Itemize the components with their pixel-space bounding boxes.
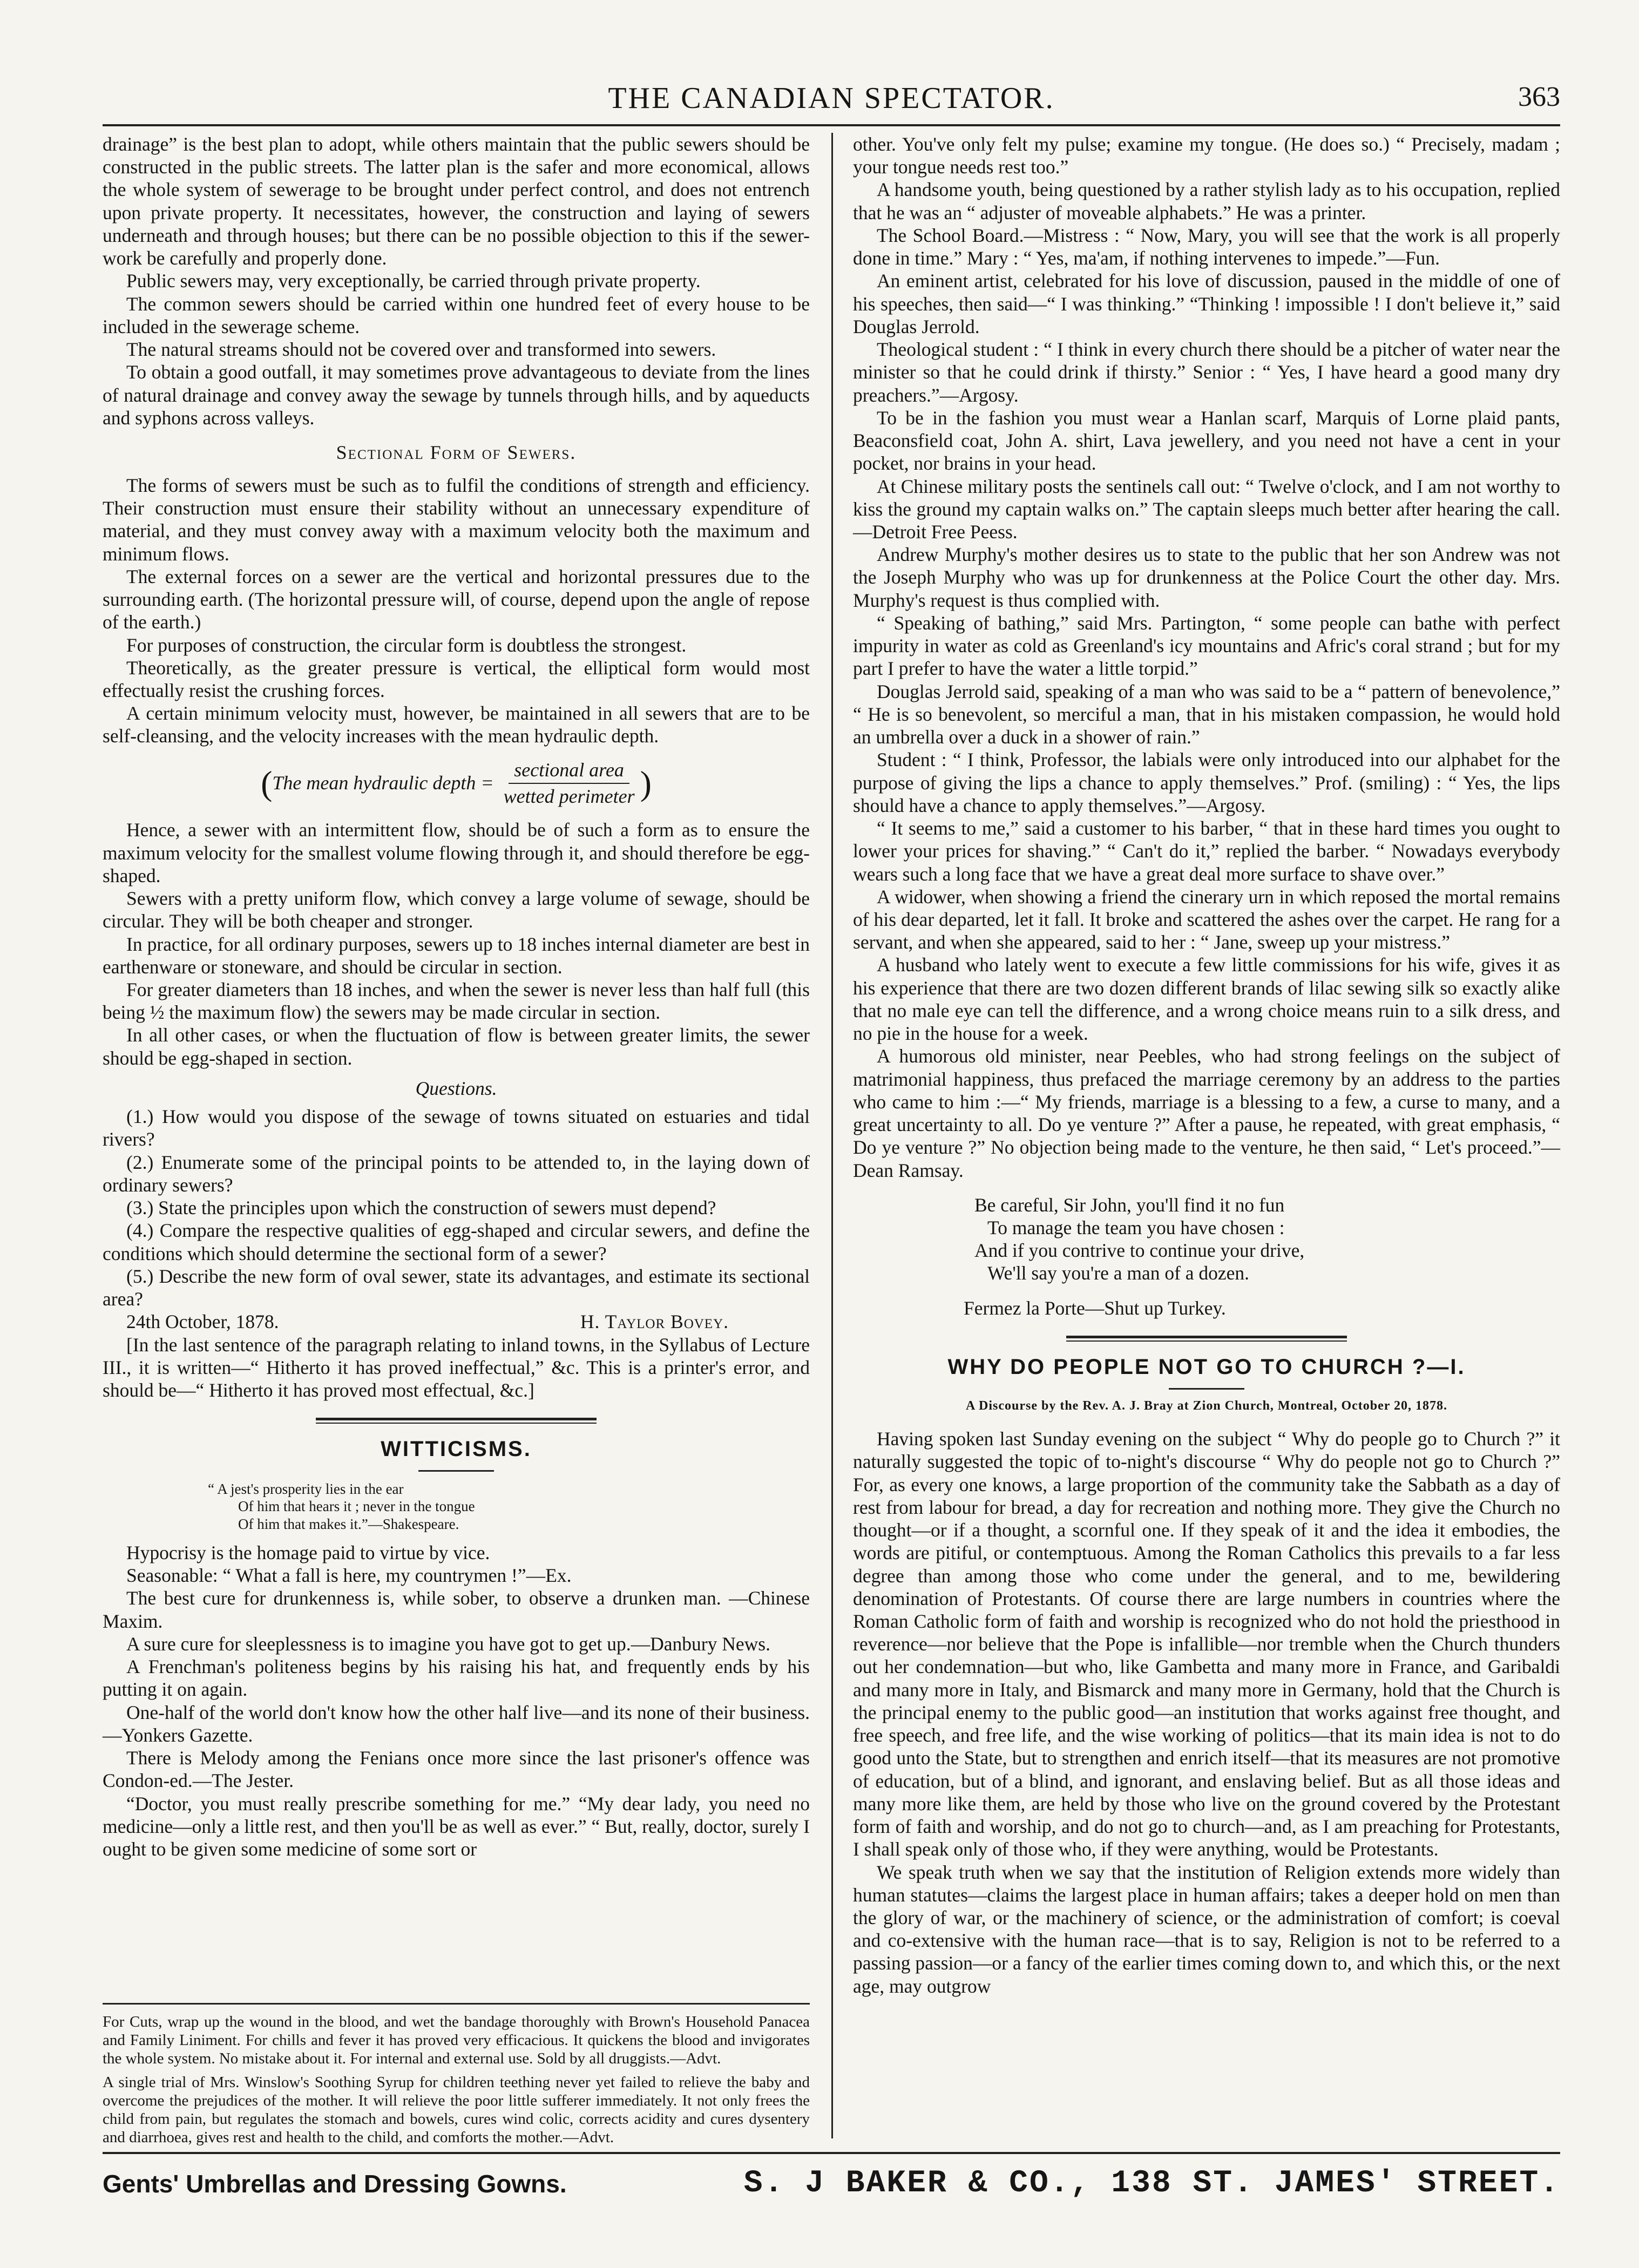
paragraph: A humorous old minister, near Peebles, who had strong feelings on the subject of matrimonial happiness, thus prefaced the marriage ceremony by an address to the parties who came to him :—“ My friends, marriage is a blessing to a few, a curse to many, and a great uncertainty to all. Do ye venture ?” After a pause, he repeated, with great emphasis, “ Do ye venture ?” No objection being made to the venture, he then said, “ Let's proceed.”—Dean Ramsay. xyxy=(853,1045,1560,1181)
article-paragraph: Having spoken last Sunday evening on the subject “ Why do people go to Church ?” it naturally suggested the topic of to-night's discourse “ Why do people not go to Church ?” For, as every one knows, a large proportion of the community take the Sabbath as a day of rest from labour for bread, a day for recreation and nothing more. They give the Church no thought—or if a thought, a scornful one. If they speak of it and the idea it embodies, the words are pitiful, or contemptuous. Among the Roman Catholics this prevails to a far less degree than among those who come under the general, and to me, bewildering denomination of Protestants. Of course there are large numbers in countries where the Roman Catholic form of faith and worship is recognized who do not hold the priesthood in reverence—nor believe that the Pope is infallible—nor tremble when the Church thunders out her condemnation—but who, like Gambetta and many more in France, and Garibaldi and many more in Italy, and Bismarck and many more in Germany, hold that the Church is the principal enemy to the public good—an institution that works against free thought, and free speech, and free life, and the wise working of politics—that its main idea is not to do good unto the State, but to strengthen and enrich itself—that its measures are not promotive of education, but of a blind, and ignorant, and enslaving belief. But as all those ideas and many more like them, are held by those who live on the ground covered by the Protestant form of faith and worship, and do not go to church—and, as I am preaching for Protestants, I shall speak only of those who, if they were anything, would be Protestants. xyxy=(853,1428,1560,1860)
page-footer-advert xyxy=(103,2152,1560,2219)
verse-line: To manage the team you have chosen : xyxy=(987,1217,1285,1239)
witticism: “Doctor, you must really prescribe something for me.” “My dear lady, you need no medicine—only a little rest, and then you'll be as well as ever.” “ But, really, doctor, surely I ought to be given some medicine of some sort or xyxy=(103,1792,810,1860)
signature: H. Taylor Bovey. xyxy=(580,1311,729,1333)
column-divider xyxy=(831,133,833,2138)
footer-right-text: S. J BAKER & CO., 138 ST. JAMES' STREET. xyxy=(743,2166,1560,2201)
verse-line: Be careful, Sir John, you'll find it no fun xyxy=(974,1194,1285,1216)
paragraph: Theoretically, as the greater pressure is vertical, the elliptical form would most effectually resist the crushing forces. xyxy=(103,656,810,701)
paragraph: In all other cases, or when the fluctuation of flow is between greater limits, the sewer should be egg-shaped in section. xyxy=(103,1024,810,1069)
paragraph: Douglas Jerrold said, speaking of a man who was said to be a “ pattern of benevolence,” “ He is so benevolent, so merciful a man, that in his mistaken compassion, he would hold an umbrella over a duck in a shower of rain.” xyxy=(853,680,1560,748)
paragraph: A handsome youth, being questioned by a rather stylish lady as to his occupation, replied that he was an “ adjuster of moveable alphabets.” He was a printer. xyxy=(853,179,1560,224)
formula-numerator: sectional area xyxy=(509,759,629,784)
witticism: The best cure for drunkenness is, while sober, to observe a drunken man. —Chinese Maxim. xyxy=(103,1587,810,1632)
paragraph: A certain minimum velocity must, however, be maintained in all sewers that are to be self-cleansing, and the velocity increases with the mean hydraulic depth. xyxy=(103,702,810,747)
motto-line: “ A jest's prosperity lies in the ear xyxy=(208,1480,404,1497)
witticism: A sure cure for sleeplessness is to imagine you have got to get up.—Danbury News. xyxy=(126,1633,770,1655)
witticism: There is Melody among the Fenians once more since the last prisoner's offence was Condon-ed.—The Jester. xyxy=(103,1747,810,1792)
advertisements xyxy=(103,2003,810,2152)
section-title: Sectional Form of Sewers. xyxy=(336,442,577,464)
paragraph: “ It seems to me,” said a customer to his barber, “ that in these hard times you ought to lower your prices for shaving.” “ Can't do it,” replied the barber. “ Nowadays everybody wears such a long face that we have a great deal more surface to shave over.” xyxy=(853,817,1560,885)
paragraph: Andrew Murphy's mother desires us to state to the public that her son Andrew was not the Joseph Murphy who was up for drunkenness at the Police Court the other day. Mrs. Murphy's request is thus complied with. xyxy=(853,544,1560,611)
left-column xyxy=(103,133,810,1860)
paragraph: The forms of sewers must be such as to fulfil the conditions of strength and efficiency. Their construction must ensure their stability without an unnecessary expenditure of material, and they must convey away with a maximum velocity both the maximum and minimum flows. xyxy=(103,474,810,565)
paragraph: In practice, for all ordinary purposes, sewers up to 18 inches internal diameter are best in earthenware or stoneware, and should be circular in section. xyxy=(103,933,810,978)
page-number: 363 xyxy=(1518,82,1560,112)
section-rule xyxy=(316,1418,597,1424)
verse xyxy=(964,1194,1450,1319)
paragraph: At Chinese military posts the sentinels call out: “ Twelve o'clock, and I am not worthy to kiss the ground my captain walks on.” The captain sleeps much better after hearing the call.—Detroit Free Peess. xyxy=(853,475,1560,543)
hydraulic-depth-formula: ( The mean hydraulic depth = $\frac{\text{sectional area}}{\text{wetted perimeter}}$ ) xyxy=(261,759,652,807)
heading-rule xyxy=(418,1470,494,1472)
witticism: A Frenchman's politeness begins by his raising his hat, and frequently ends by his putting it on again. xyxy=(103,1656,810,1701)
question: (5.) Describe the new form of oval sewer, state its advantages, and estimate its sectional area? xyxy=(103,1265,810,1310)
signature-line xyxy=(103,1310,810,1333)
paragraph: To be in the fashion you must wear a Hanlan scarf, Marquis of Lorne plaid pants, Beaconsfield coat, John A. shirt, Lava jewellery, and you need not have a cent in your pocket, nor brains in your head. xyxy=(853,407,1560,475)
paragraph: The common sewers should be carried within one hundred feet of every house to be included in the sewerage scheme. xyxy=(103,293,810,337)
witticisms-heading: WITTICISMS. xyxy=(381,1437,532,1461)
section-rule xyxy=(1066,1336,1347,1342)
questions-title: Questions. xyxy=(415,1077,497,1099)
witticism: One-half of the world don't know how the other half live—and its none of their business.—Yonkers Gazette. xyxy=(103,1701,810,1746)
verse-line: Fermez la Porte—Shut up Turkey. xyxy=(964,1297,1226,1319)
paragraph: Hence, a sewer with an intermittent flow, should be of such a form as to ensure the maximum velocity for the smallest volume flowing through it, and should therefore be egg-shaped. xyxy=(103,819,810,886)
verse-line: We'll say you're a man of a dozen. xyxy=(987,1262,1250,1284)
article-subheading: A Discourse by the Rev. A. J. Bray at Zion Church, Montreal, October 20, 1878. xyxy=(966,1398,1447,1413)
page-header xyxy=(103,81,1560,120)
paragraph: A widower, when showing a friend the cinerary urn in which reposed the mortal remains of his dear departed, let it fall. It broke and scattered the ashes over the carpet. He rang for a servant, and when she appeared, said to her : “ Jane, sweep up your mistress.” xyxy=(853,885,1560,953)
date: 24th October, 1878. xyxy=(126,1311,279,1333)
paragraph: Student : “ I think, Professor, the labials were only introduced into our alphabet for the purpose of giving the lips a chance to apply themselves.” Prof. (smiling) : “ Yes, the lips should have a chance to apply themselves.”—Argosy. xyxy=(853,749,1560,816)
paragraph: For purposes of construction, the circular form is doubtless the strongest. xyxy=(126,634,687,656)
paragraph: Theological student : “ I think in every church there should be a pitcher of water near the minister so that he could drink if thirsty.” Senior : “ Yes, I have heard a good many dry preachers.”—Argosy. xyxy=(853,338,1560,406)
paragraph: An eminent artist, celebrated for his love of discussion, paused in the middle of one of his speeches, then said—“ I was thinking.” “Thinking ! impossible ! I don't believe it,” said Douglas Jerrold. xyxy=(853,270,1560,337)
motto-line: Of him that hears it ; never in the tongue xyxy=(238,1498,475,1515)
paragraph: The School Board.—Mistress : “ Now, Mary, you will see that the work is all properly done in time.” Mary : “ Yes, ma'am, if nothing intervenes to impede.”—Fun. xyxy=(853,224,1560,269)
paragraph: other. You've only felt my pulse; examine my tongue. (He does so.) “ Precisely, madam ; your tongue needs rest too.” xyxy=(853,133,1560,178)
publication-title: THE CANADIAN SPECTATOR. xyxy=(608,82,1055,115)
verse-line: And if you contrive to continue your drive, xyxy=(974,1240,1305,1262)
advertisement: A single trial of Mrs. Winslow's Soothing Syrup for children teething never yet failed to relieve the baby and overcome the prejudices of the mother. It will relieve the poor little sufferer immediately. It not only frees the child from pain, but regulates the stomach and bowels, cures wind colic, corrects acidity and cures dysentery and diarrhoea, gives rest and health to the child, and comforts the mother.—Advt. xyxy=(103,2073,810,2146)
paragraph: The external forces on a sewer are the vertical and horizontal pressures due to the surrounding earth. (The horizontal pressure will, of course, depend upon the angle of repose of the earth.) xyxy=(103,565,810,633)
article-paragraph: We speak truth when we say that the institution of Religion extends more widely than human statutes—claims the largest place in human affairs; takes a deeper hold on men than the glory of war, or the machinery of science, or the administration of comfort; is coeval and co-extensive with the human race—that is to say, Religion is not to be referred to a passing passion—or a fancy of the earlier times coming down to, and which this, or the next age, may outgrow xyxy=(853,1861,1560,1997)
question: (3.) State the principles upon which the construction of sewers must depend? xyxy=(126,1197,716,1219)
paragraph: A husband who lately went to execute a few little commissions for his wife, gives it as his experience that there are two dozen different brands of lilac sewing silk so exactly alike that no male eye can tell the difference, and a wrong choice means ruin to a silk dress, and no pie in the house for a week. xyxy=(853,954,1560,1045)
paragraph: drainage” is the best plan to adopt, while others maintain that the public sewers should be constructed in the public streets. The latter plan is the safer and more economical, allows the whole system of sewerage to be brought under perfect control, and does not entrench upon private property. It necessitates, however, the construction and laying of sewers underneath and through houses; but there can be no possible objection to this if the sewer-work be carefully and properly done. xyxy=(103,133,810,269)
question: (2.) Enumerate some of the principal points to be attended to, in the laying down of ordinary sewers? xyxy=(103,1151,810,1196)
advertisement: For Cuts, wrap up the wound in the blood, and wet the bandage thoroughly with Brown's Household Panacea and Family Liniment. For chills and fever it has proved very efficacious. It quickens the blood and invigorates the whole system. No mistake about it. For internal and external use. Sold by all druggists.—Advt. xyxy=(103,2013,810,2067)
question-signature-line xyxy=(103,1265,810,1310)
right-column xyxy=(853,133,1560,1998)
paragraph: The natural streams should not be covered over and transformed into sewers. xyxy=(126,338,716,361)
paragraph: Sewers with a pretty uniform flow, which convey a large volume of sewage, should be circular. They will be both cheaper and stronger. xyxy=(103,888,810,932)
question: (1.) How would you dispose of the sewage of towns situated on estuaries and tidal rivers? xyxy=(103,1106,810,1150)
motto-line: Of him that makes it.”—Shakespeare. xyxy=(238,1515,459,1532)
paragraph: Public sewers may, very exceptionally, be carried through private property. xyxy=(126,270,701,292)
erratum-note: [In the last sentence of the paragraph relating to inland towns, in the Syllabus of Lecture III., it is written—“ Hitherto it has proved ineffectual,” &c. This is a printer's error, and should be—“ Hitherto it has proved most effectual, &c.] xyxy=(103,1333,810,1401)
formula-fraction xyxy=(498,759,640,808)
witticism: Seasonable: “ What a fall is here, my countrymen !”—Ex. xyxy=(126,1565,572,1587)
witticism: Hypocrisy is the homage paid to virtue by vice. xyxy=(126,1541,490,1563)
paragraph: “ Speaking of bathing,” said Mrs. Partington, “ some people can bathe with perfect impurity in water as cold as Greenland's icy mountains and Afric's coral strand ; but for my part I prefer to have the water a little torpid.” xyxy=(853,612,1560,680)
heading-rule xyxy=(1169,1388,1244,1390)
article-heading: WHY DO PEOPLE NOT GO TO CHURCH ?—I. xyxy=(947,1355,1466,1379)
formula-denominator: wetted perimeter xyxy=(503,785,635,807)
formula-left: The mean hydraulic depth = xyxy=(272,772,494,794)
paragraph: For greater diameters than 18 inches, and when the sewer is never less than half full (this being ½ the maximum flow) the sewers may be made circular in section. xyxy=(103,978,810,1024)
header-rule xyxy=(103,124,1560,126)
paragraph: To obtain a good outfall, it may sometimes prove advantageous to deviate from the lines of natural drainage and convey away the sewage by tunnels through hills, and by aqueducts and syphons across valleys. xyxy=(103,361,810,429)
newspaper-page xyxy=(103,81,1560,2230)
question: (4.) Compare the respective qualities of egg-shaped and circular sewers, and define the conditions which should determine the sectional form of a sewer? xyxy=(103,1220,810,1264)
footer-left-text: Gents' Umbrellas and Dressing Gowns. xyxy=(103,2170,567,2198)
witticisms-motto xyxy=(208,1480,705,1533)
